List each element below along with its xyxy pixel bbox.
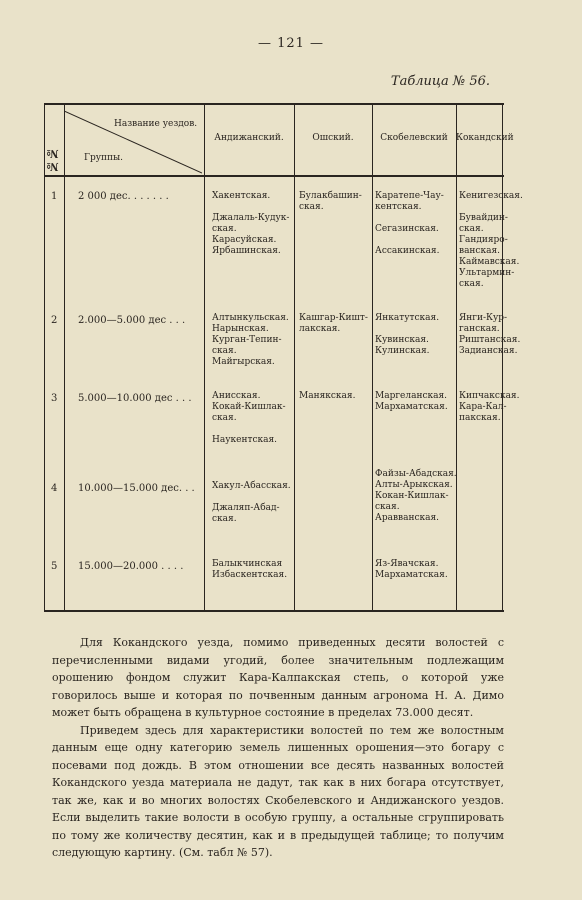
page-number: — 121 —: [257, 36, 325, 51]
row-group: 2.000—5.000 дес . . .: [78, 315, 186, 326]
cell-kokand: Кенигезская. Бувайдин- ская. Гандияро- ванская. Каймавская. Ультармин- ская.: [459, 191, 523, 289]
cell-andijan: Хакентская. Джалаль-Кудук- ская. Карасуйская. Ярбашинская.: [212, 191, 290, 256]
row-number: 4: [51, 483, 58, 494]
cell-osh: Манякская.: [299, 391, 356, 401]
column-header-osh: Ошский.: [312, 133, 354, 143]
cell-osh: Кашгар-Кишт- лакская.: [299, 313, 368, 334]
cell-andijan: Хакул-Абасская. Джаляп-Абад- ская.: [212, 481, 291, 524]
paragraph: Приведем здесь для характеристики волостей по тем же волостным данным еще одну категорию земель лишенных орошения—это богару с посевами под дождь. В этом отношении все десять названных волостей Кокандского уезда материала не дадут, так как в них богара отсутствует, так же, как и во многих волостях Скобелевского и Андижанского уездов. Если выделить такие волости в особую группу, а остальные сгруппировать по тому же количеству десятин, как и в предыдущей таблице; то получим следующую картину. (См. табл № 57).: [52, 723, 504, 859]
header-diagonal: [64, 107, 202, 177]
cell-skobelev: Янкатутская. Кувинская. Кулинская.: [375, 313, 440, 356]
cell-andijan: Анисская. Кокай-Кишлак- ская. Наукентская.: [212, 391, 286, 445]
column-header-kokand: Кокандский: [456, 133, 514, 143]
table-title: Таблица № 56.: [390, 74, 490, 89]
number-header: №№: [46, 147, 59, 173]
cell-kokand: Кипчакская. Кара-Кал- пакская.: [459, 391, 520, 423]
row-group: 10.000—15.000 дес. . .: [78, 483, 195, 494]
column-divider: [64, 105, 65, 610]
body-text: [52, 634, 504, 862]
cell-andijan: Алтынкульская. Нарынская. Курган-Тепин- ская. Майгырская.: [212, 313, 289, 367]
column-divider: [372, 105, 373, 610]
table-border-left: [44, 105, 45, 610]
cell-skobelev: Яз-Явачская. Мархаматская.: [375, 559, 448, 580]
column-divider: [204, 105, 205, 610]
column-divider: [456, 105, 457, 610]
cell-osh: Булакбашин- ская.: [299, 191, 362, 212]
cell-skobelev: Каратепе-Чау- кентская. Сегазинская. Ассакинская.: [375, 191, 444, 256]
header-groups: Группы.: [84, 153, 124, 163]
row-number: 5: [51, 561, 58, 572]
table-border-right: [502, 105, 503, 610]
row-group: 5.000—10.000 дес . . .: [78, 393, 192, 404]
header-district-names: Название уездов.: [114, 119, 198, 129]
paragraph: Для Кокандского уезда, помимо приведенных десяти волостей с перечисленными видами угодий, более значительным подлежащим орошению фондом служит Кара-Калпакская степь, о которой уже говорилось выше и которая по почвенным данным агронома Н. А. Димо может быть обращена в культурное состояние в пределах 73.000 десят.: [52, 636, 504, 719]
cell-skobelev: Файзы-Абадская. Алты-Арыкская. Кокан-Кишлак- ская. Аравванская.: [375, 469, 457, 523]
column-header-skobelev: Скобелевский: [380, 133, 448, 143]
cell-kokand: Янги-Кур- ганская. Риштанская. Задианская.: [459, 313, 521, 356]
column-header-andijan: Андижанский.: [214, 133, 284, 143]
cell-skobelev: Маргеланская. Мархаматская.: [375, 391, 448, 412]
row-number: 3: [51, 393, 58, 404]
cell-andijan: Балыкчинская Избаскентская.: [212, 559, 288, 580]
row-group: 15.000—20.000 . . . .: [78, 561, 184, 572]
statistics-table: [44, 103, 523, 612]
row-number: 2: [51, 315, 58, 326]
row-number: 1: [51, 191, 58, 202]
row-group: 2 000 дес. . . . . . .: [78, 191, 169, 202]
column-divider: [294, 105, 295, 610]
